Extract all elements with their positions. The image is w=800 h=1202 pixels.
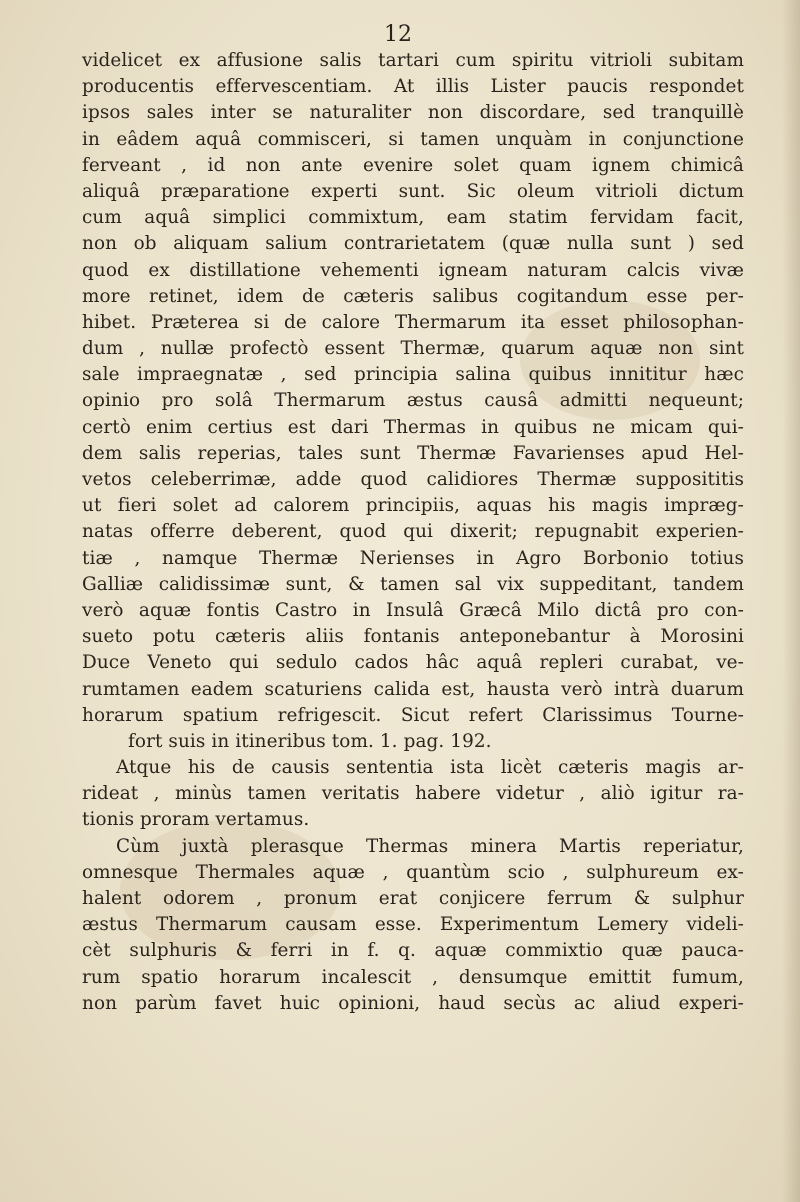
text-line: cum aquâ simplici commixtum, eam statim fervidam facit, [82,207,744,229]
text-line: omnesque Thermales aquæ , quantùm scio , sulphureum ex- [82,861,744,883]
text-line: cèt sulphuris & ferri in f. q. aquæ commixtio quæ pauca- [82,940,744,962]
text-line: non parùm favet huic opinioni, haud secùs ac aliud experi- [82,992,744,1014]
text-line: verò aquæ fontis Castro in Insulâ Græcâ Milo dictâ pro con- [82,599,744,621]
text-line: rideat , minùs tamen veritatis habere videtur , aliò igitur ra- [82,783,744,805]
text-line: rumtamen eadem scaturiens calida est, hausta verò intrà duarum [82,678,744,700]
text-line: Duce Veneto qui sedulo cados hâc aquâ repleri curabat, ve- [82,652,744,674]
text-line: sueto potu cæteris aliis fontanis anteponebantur à Morosini [82,626,744,648]
text-line: ut fieri solet ad calorem principiis, aquas his magis impræg- [82,495,744,517]
text-line: in eâdem aquâ commisceri, si tamen unquàm in conjunctione [82,128,744,150]
text-line: Galliæ calidissimæ sunt, & tamen sal vix suppeditant, tandem [82,573,744,595]
page-edge-shadow [782,0,800,1202]
text-line: more retinet, idem de cæteris salibus cogitandum esse per- [82,285,744,307]
text-line: opinio pro solâ Thermarum æstus causâ admitti nequeunt; [82,390,744,412]
text-line: Atque his de causis sententia ista licèt cæteris magis ar- [116,757,744,779]
text-line: sale impraegnatæ , sed principia salina quibus innititur hæc [82,364,744,386]
text-line: tionis proram vertamus. [82,809,310,831]
text-line: ipsos sales inter se naturaliter non discordare, sed tranquillè [82,102,744,124]
text-line: quod ex distillatione vehementi igneam naturam calcis vivæ [82,259,744,281]
text-line: fort suis in itineribus tom. 1. pag. 192. [128,730,492,752]
text-line: vetos celeberrimæ, adde quod calidiores Thermæ supposititis [82,469,744,490]
text-line: ferveant , id non ante evenire solet quam ignem chimicâ [82,154,744,176]
page-number: 12 [384,22,412,47]
text-line: rum spatio horarum incalescit , densumque emittit fumum, [82,966,744,988]
text-line: non ob aliquam salium contrarietatem (quæ nulla sunt ) sed [82,233,744,255]
text-line: videlicet ex affusione salis tartari cum spiritu vitrioli subitam [82,50,744,71]
text-line: Cùm juxtà plerasque Thermas minera Martis reperiatur, [116,835,744,857]
text-line: hibet. Præterea si de calore Thermarum ita esset philosophan- [82,311,744,333]
text-line: dem salis reperias, tales sunt Thermæ Favarienses apud Hel- [82,442,744,464]
body-text [82,48,744,1017]
text-line: horarum spatium refrigescit. Sicut refert Clarissimus Tourne- [82,704,744,726]
text-line: æstus Thermarum causam esse. Experimentum Lemery videli- [82,914,744,936]
text-line: certò enim certius est dari Thermas in quibus ne micam qui- [82,416,744,438]
text-line: dum , nullæ profectò essent Thermæ, quarum aquæ non sint [82,338,744,360]
text-line: aliquâ præparatione experti sunt. Sic oleum vitrioli dictum [82,180,744,202]
text-line: producentis effervescentiam. At illis Lister paucis respondet [82,76,744,98]
text-line: tiæ , namque Thermæ Nerienses in Agro Borbonio totius [82,547,744,569]
text-line: natas offerre deberent, quod qui dixerit; repugnabit experien- [82,521,744,543]
text-line: halent odorem , pronum erat conjicere ferrum & sulphur [82,888,744,909]
